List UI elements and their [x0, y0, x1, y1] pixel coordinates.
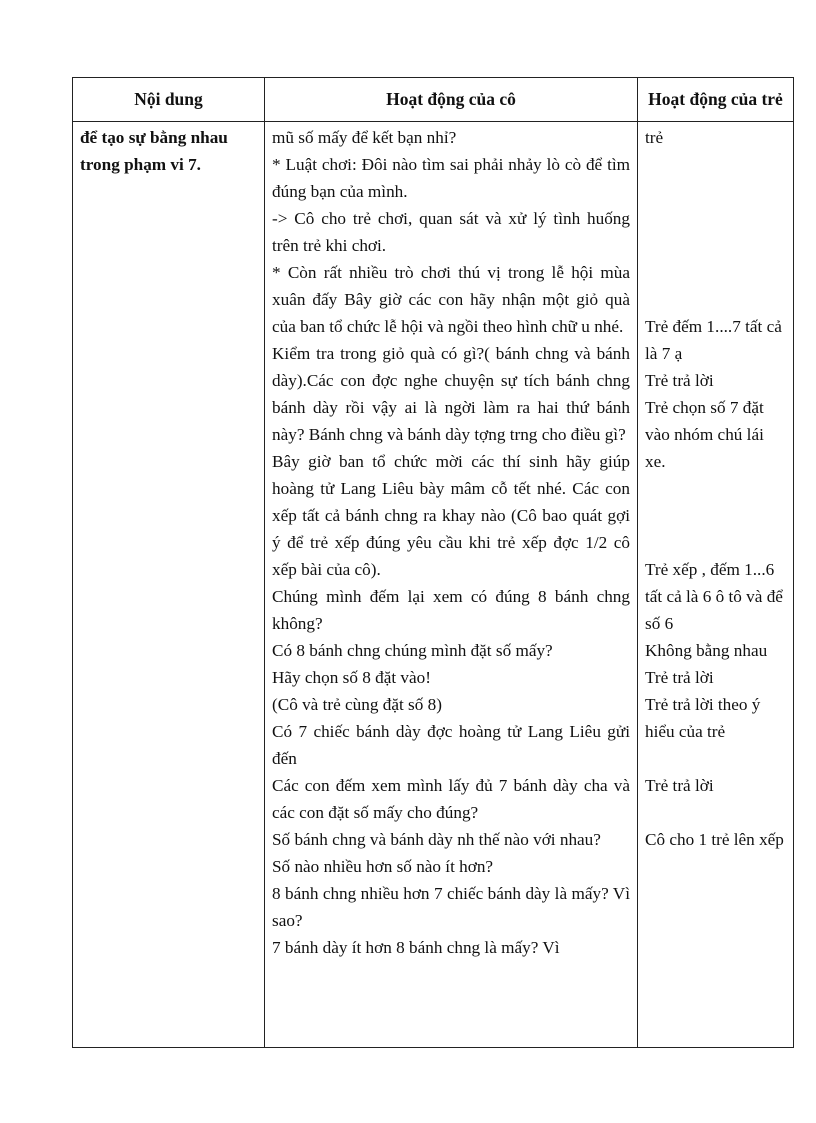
content-text: để tạo sự bằng nhau trong phạm vi 7.	[80, 128, 228, 174]
teacher-line: Hãy chọn số 8 đặt vào!	[272, 668, 431, 687]
teacher-line: Bây giờ ban tổ chức mời các thí sinh hãy giúp hoàng tử Lang Liêu bày mâm cỗ tết nhé. Các con xếp tất cả bánh chng ra khay nào (Cô bao quát gợi ý để trẻ xếp đúng yêu cầu khi trẻ xếp đợc 1/2 cô xếp bài của cô).	[272, 452, 630, 579]
child-line: Trẻ xếp , đếm 1...6 tất cả là 6 ô tô và để số 6	[645, 560, 783, 633]
child-line: Trẻ trả lời	[645, 776, 714, 795]
header-teacher-activity: Hoạt động của cô	[265, 78, 638, 122]
teacher-line: Số nào nhiều hơn số nào ít hơn?	[272, 857, 494, 876]
teacher-line: Số bánh chng và bánh dày nh thế nào với nhau?	[272, 830, 601, 849]
child-line: Trẻ trả lời	[645, 371, 714, 390]
child-line: Trẻ đếm 1....7 tất cả là 7 ạ	[645, 317, 782, 363]
content-cell	[73, 122, 265, 1048]
table-row	[73, 122, 794, 1048]
teacher-line: * Còn rất nhiều trò chơi thú vị trong lễ hội mùa xuân đấy Bây giờ các con hãy nhận một giỏ quà của ban tổ chức lễ hội và ngồi theo hình chữ u nhé.	[272, 263, 630, 336]
child-activity-cell	[638, 122, 794, 1048]
header-content: Nội dung	[73, 78, 265, 122]
child-line: Cô cho 1 trẻ lên xếp	[645, 830, 784, 849]
teacher-line: 7 bánh dày ít hơn 8 bánh chng là mấy? Vì	[272, 938, 560, 957]
child-line: Trẻ chọn số 7 đặt vào nhóm chú lái xe.	[645, 398, 764, 471]
teacher-line: Các con đếm xem mình lấy đủ 7 bánh dày cha và các con đặt số mấy cho đúng?	[272, 776, 630, 822]
teacher-activity-cell	[265, 122, 638, 1048]
teacher-line: Kiểm tra trong giỏ quà có gì?( bánh chng và bánh dày).Các con đợc nghe chuyện sự tích bánh chng bánh dày rồi vậy ai là ngời làm ra hai thứ bánh này? Bánh chng và bánh dày tợng trng cho điều gì?	[272, 344, 630, 444]
teacher-line: -> Cô cho trẻ chơi, quan sát và xử lý tình huống trên trẻ khi chơi.	[272, 209, 630, 255]
child-line: Không bằng nhau	[645, 641, 768, 660]
header-child-activity: Hoạt động của trẻ	[638, 78, 794, 122]
child-line: trẻ	[645, 128, 664, 147]
teacher-line: Chúng mình đếm lại xem có đúng 8 bánh chng không?	[272, 587, 630, 633]
child-line: Trẻ trả lời	[645, 668, 714, 687]
header-row	[73, 78, 794, 122]
lesson-plan-table	[72, 77, 794, 1048]
child-line: Trẻ trả lời theo ý hiểu của trẻ	[645, 695, 761, 741]
teacher-line: Có 8 bánh chng chúng mình đặt số mấy?	[272, 641, 553, 660]
teacher-line: Có 7 chiếc bánh dày đợc hoàng tử Lang Liêu gửi đến	[272, 722, 630, 768]
teacher-line: (Cô và trẻ cùng đặt số 8)	[272, 695, 442, 714]
teacher-line: 8 bánh chng nhiều hơn 7 chiếc bánh dày là mấy? Vì sao?	[272, 884, 630, 930]
teacher-line: mũ số mấy để kết bạn nhỉ?	[272, 128, 457, 147]
teacher-line: * Luật chơi: Đôi nào tìm sai phải nhảy lò cò để tìm đúng bạn của mình.	[272, 155, 630, 201]
